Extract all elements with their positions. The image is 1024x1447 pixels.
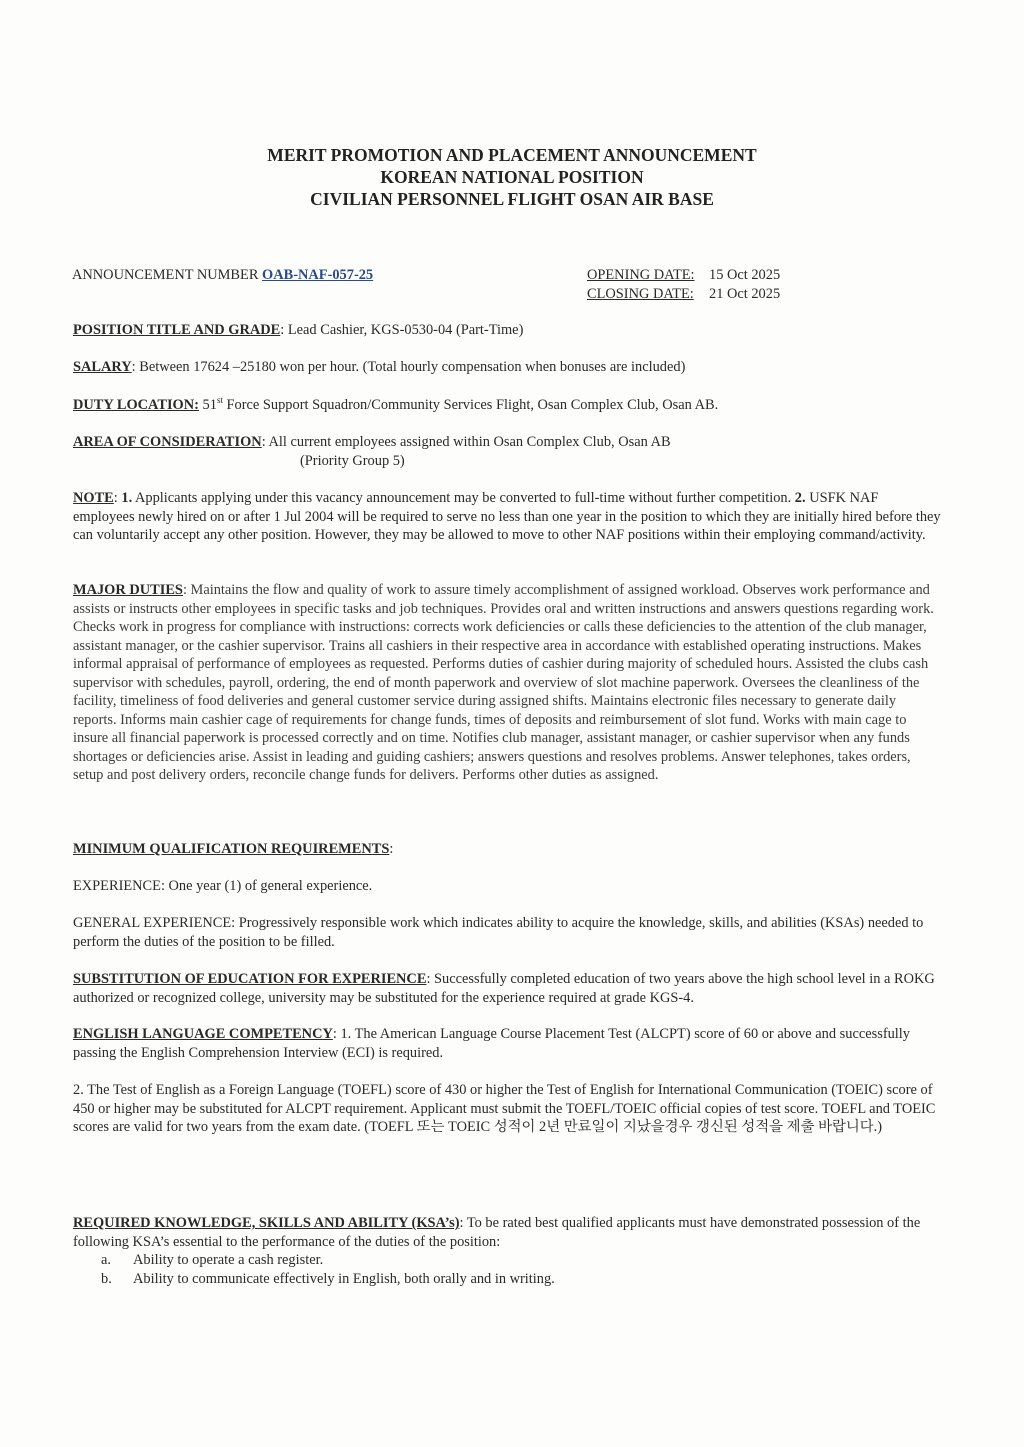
opening-date	[587, 266, 780, 285]
announcement-dates	[587, 266, 780, 303]
substitution	[73, 970, 943, 1007]
header-line-3: CIVILIAN PERSONNEL FLIGHT OSAN AIR BASE	[310, 189, 714, 209]
area-label: AREA OF CONSIDERATION	[73, 434, 262, 450]
announcement-number-value: OAB-NAF-057-25	[262, 267, 374, 283]
position-title	[73, 321, 943, 340]
ksa-intro: : To be rated best qualified applicants must have demonstrated possession of the following KSA’s essential to the performance of the duties of the position:	[73, 1215, 921, 1250]
note-text-2: USFK NAF employees newly hired on or after 1 Jul 2004 will be required to serve no less than one year in the position to which they are initially hired before they can voluntarily accept any other position. However, they may be allowed to move to other NAF positions within their employing command/activity.	[73, 490, 941, 543]
closing-date-label: CLOSING DATE:	[587, 285, 694, 302]
area-value-2: (Priority Group 5)	[300, 452, 405, 469]
list-item: b. Ability to communicate effectively in English, both orally and in writing.	[101, 1270, 555, 1287]
closing-date	[587, 285, 780, 304]
announcement-number-label: ANNOUNCEMENT NUMBER	[72, 267, 263, 283]
opening-date-label: OPENING DATE:	[587, 267, 695, 283]
header-line-2: KOREAN NATIONAL POSITION	[380, 167, 644, 187]
duty-location-value: Force Support Squadron/Community Services Flight, Osan Complex Club, Osan AB.	[222, 397, 719, 413]
english-text-1: : 1. The American Language Course Placement Test (ALCPT) score of 60 or above and successfully passing the English Comprehension Interview (ECI) is required.	[73, 1026, 910, 1061]
note-label: NOTE	[73, 490, 114, 506]
list-item: a. Ability to operate a cash register.	[101, 1252, 324, 1268]
closing-date-value: 21 Oct 2025	[709, 285, 781, 302]
ksa-label: REQUIRED KNOWLEDGE, SKILLS AND ABILITY (KSA’s)	[73, 1215, 460, 1231]
major-duties-text: : Maintains the flow and quality of work to assure timely accomplishment of assigned workload. Observes work performance and assists or instructs other employees in specific tasks and job techniques. Provides oral and written instructions and answers questions regarding work. Checks work in progress for compliance with instructions: corrects work deficiencies or calls these deficiencies to the attention of the club manager, assistant manager, or the cashier supervisor. Trains all cashiers in their respective area in accordance with established operating instructions. Makes informal appraisal of performance of employees as requested. Performs duties of cashier during majority of scheduled hours. Assisted the clubs cash supervisor with schedules, payroll, ordering, the end of month paperwork and overview of slot machine paperwork. Oversees the cleanliness of the facility, timeliness of food deliveries and general customer service during assigned shifts. Maintains electronic files necessary to generate daily reports. Informs main cashier cage of requirements for change funds, times of deposits and reimbursement of slot fund. Works with main cage to insure all financial paperwork is processed correctly and on time. Notifies club manager, assistant manager, or cashier supervisor when any funds shortages or deficiencies arise. Assist in leading and guiding cashiers; answers questions and resolves problems. Answer telephones, takes orders, setup and post delivery orders, reconcile change funds for delivers. Performs other duties as assigned.	[73, 582, 934, 783]
document-header	[0, 144, 1024, 210]
major-duties-label: MAJOR DUTIES	[73, 582, 183, 598]
area-of-consideration	[73, 433, 943, 470]
ksa	[73, 1214, 943, 1251]
min-qual-label: MINIMUM QUALIFICATION REQUIREMENTS	[73, 841, 390, 857]
note: NOTE: 1. Applicants applying under this vacancy announcement may be converted to full-time without further competition. 2. USFK NAF employees newly hired on or after 1 Jul 2004 will be required to serve no less than one year in the position to which they are initially hired before they can voluntarily accept any other position. However, they may be allowed to move to other NAF positions within their employing command/activity.	[73, 490, 941, 543]
english-competency-2: 2. The Test of English as a Foreign Language (TOEFL) score of 430 or higher the Test of English for International Communication (TOEIC) score of 450 or higher may be substituted for ALCPT requirement. Applicant must submit the TOEFL/TOEIC official copies of test score. TOEFL and TOEIC scores are valid for two years from the exam date. (TOEFL 또는 TOEIC 성적이 2년 만료일이 지났을경우 갱신된 성적을 제출 바랍니다.)	[73, 1082, 936, 1135]
minimum-qualifications: MINIMUM QUALIFICATION REQUIREMENTS:	[73, 841, 394, 857]
salary-value: : Between 17624 –25180 won per hour. (Total hourly compensation when bonuses are included)	[131, 359, 686, 375]
ksa-list	[101, 1251, 555, 1288]
salary-label: SALARY	[73, 359, 132, 375]
duty-location: DUTY LOCATION: 51st Force Support Squadron/Community Services Flight, Osan Complex Club, Osan AB.	[73, 395, 719, 413]
english-label: ENGLISH LANGUAGE COMPETENCY	[73, 1026, 333, 1042]
position-title-value: : Lead Cashier, KGS-0530-04 (Part-Time)	[280, 322, 524, 338]
opening-date-value: 15 Oct 2025	[709, 267, 781, 283]
note-text-1: Applicants applying under this vacancy announcement may be converted to full-time without further competition.	[132, 490, 795, 506]
position-title-label: POSITION TITLE AND GRADE	[73, 322, 281, 338]
announcement-number	[72, 266, 373, 285]
substitution-text: : Successfully completed education of two years above the high school level in a ROKG authorized or recognized college, university may be substituted for the experience required at grade KGS-4.	[73, 971, 935, 1006]
substitution-label: SUBSTITUTION OF EDUCATION FOR EXPERIENCE	[73, 971, 427, 987]
area-value: : All current employees assigned within Osan Complex Club, Osan AB	[261, 434, 671, 450]
salary	[73, 358, 943, 377]
experience: EXPERIENCE: One year (1) of general experience.	[73, 878, 373, 894]
header-line-1: MERIT PROMOTION AND PLACEMENT ANNOUNCEMENT	[267, 145, 757, 165]
english-competency	[73, 1025, 943, 1062]
general-experience: GENERAL EXPERIENCE: Progressively responsible work which indicates ability to acquire the knowledge, skills, and abilities (KSAs) needed to perform the duties of the position to be filled.	[73, 915, 924, 950]
duty-location-label: DUTY LOCATION:	[73, 397, 199, 413]
major-duties	[73, 581, 943, 785]
